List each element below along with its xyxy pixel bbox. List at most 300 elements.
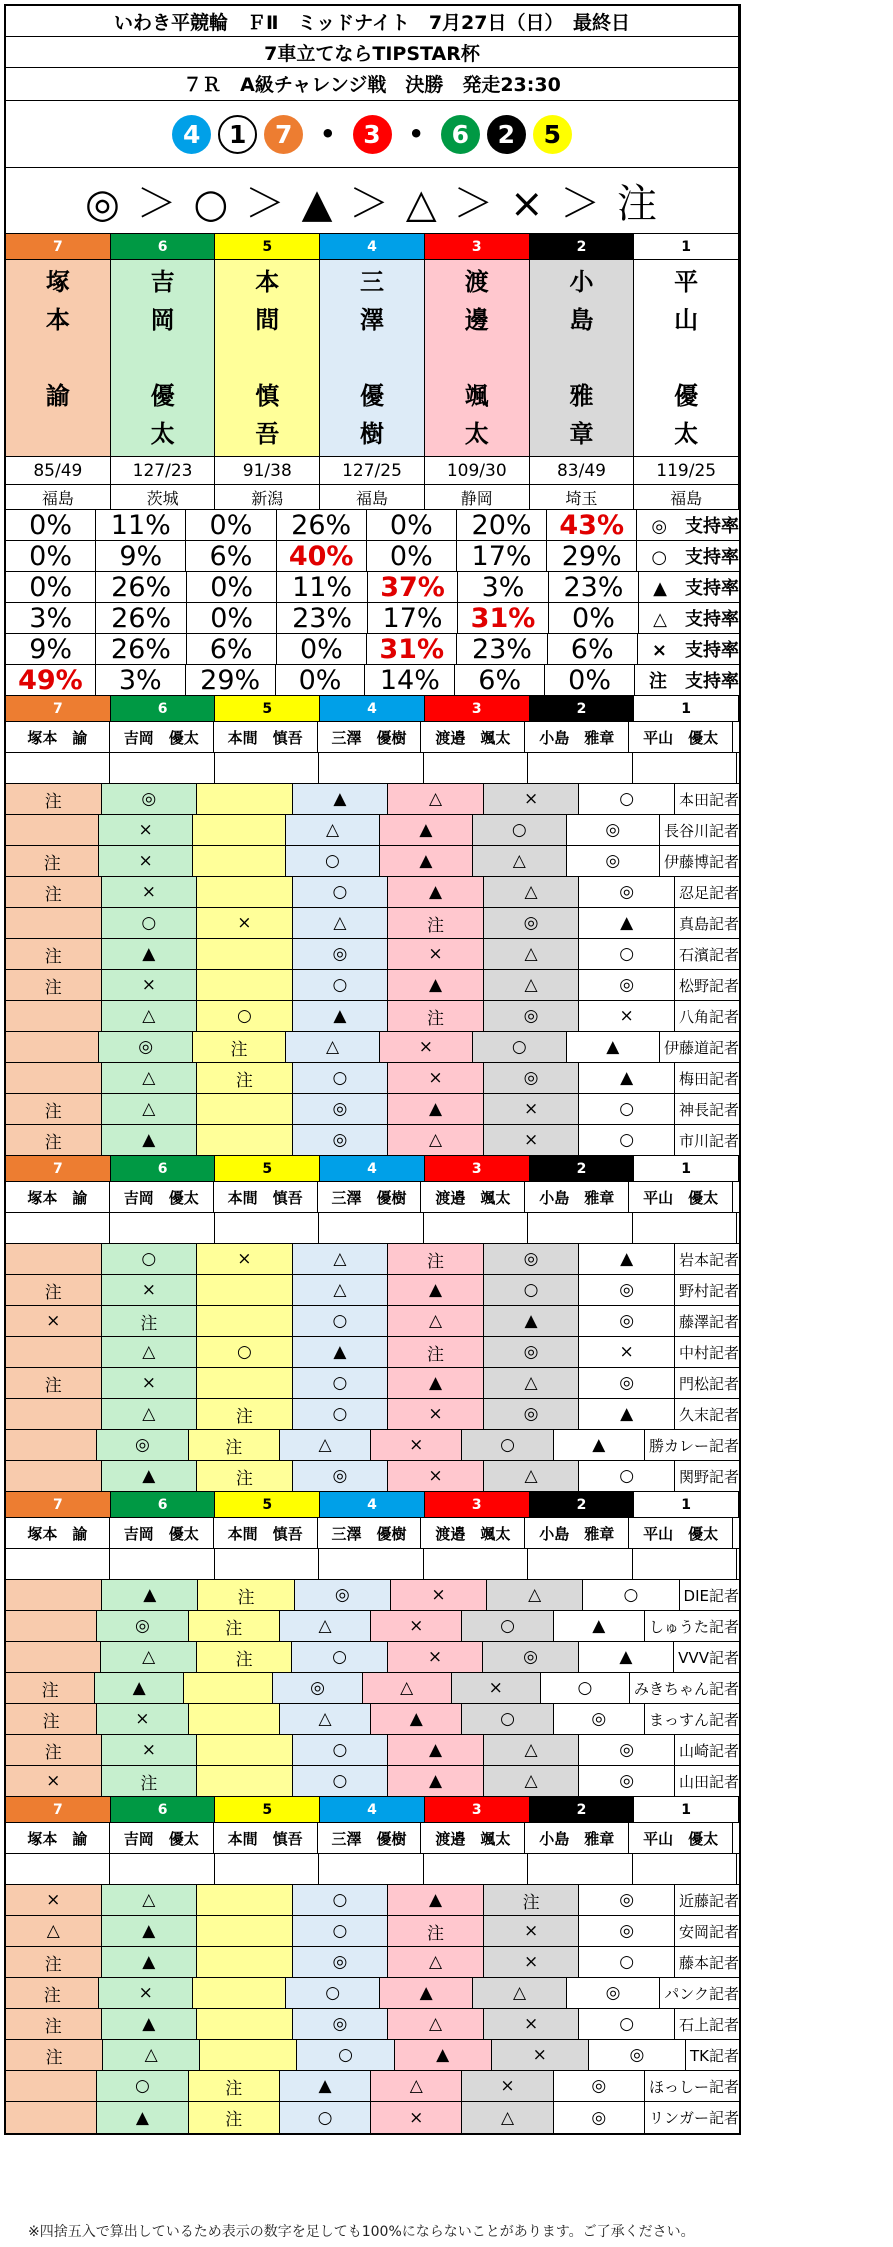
support-rate-cell: 49% [6, 665, 96, 695]
prediction-mark: △ [484, 1766, 580, 1796]
prediction-mark: ◎ [484, 1244, 580, 1274]
reporter-row [6, 1916, 739, 1947]
support-rate-cell: 11% [277, 572, 367, 602]
prediction-mark: ○ [293, 1766, 389, 1796]
lineup-ball: 1 [218, 115, 257, 154]
rider-short-name: 渡邉 颯太 [421, 722, 525, 752]
reporter-name: 藤本記者 [678, 1953, 739, 1972]
car-number-cell: 7 [6, 696, 111, 721]
reporter-row [6, 1673, 739, 1704]
reporter-row [6, 1275, 739, 1306]
reporter-name: ほっしー記者 [648, 2077, 739, 2096]
prediction-mark: ◎ [579, 1766, 675, 1796]
prediction-mark [197, 1735, 293, 1765]
prediction-mark: × [484, 2009, 580, 2039]
reporter-name: みきちゃん記者 [633, 1679, 739, 1698]
rider-name-char: 諭 [45, 382, 70, 410]
blank-cell [215, 1854, 319, 1884]
prediction-mark: △ [462, 2102, 553, 2133]
prediction-mark: × [579, 1337, 675, 1367]
prediction-mark: × [388, 1063, 484, 1093]
prediction-mark: △ [487, 1580, 583, 1610]
prediction-mark: 注 [6, 2040, 103, 2070]
blank-cell [6, 753, 110, 783]
rider-name-cell [530, 260, 635, 456]
car-number-cell: 7 [6, 234, 111, 259]
rider-short-name: 小島 雅章 [525, 1823, 629, 1853]
support-rate-row [6, 665, 739, 696]
prediction-mark: ○ [293, 1368, 389, 1398]
rider-short-name: 小島 雅章 [525, 1518, 629, 1548]
reporter-name: パンク記者 [664, 1984, 739, 2003]
car-number-cell: 2 [530, 1492, 635, 1517]
prediction-mark: △ [388, 1306, 484, 1336]
rider-short-name: 渡邉 颯太 [421, 1182, 525, 1212]
reporter-name: 梅田記者 [678, 1069, 739, 1088]
support-rate-row [6, 572, 739, 603]
support-rate-cell: 14% [365, 665, 455, 695]
prediction-mark: 注 [6, 1947, 102, 1977]
prediction-mark: × [388, 939, 484, 969]
prediction-mark: ○ [293, 1885, 389, 1915]
prediction-mark: ◎ [293, 2009, 389, 2039]
prediction-mark: 注 [6, 1704, 97, 1734]
prediction-mark: ○ [462, 1611, 553, 1641]
rider-name-cell [320, 260, 425, 456]
prediction-mark [189, 1704, 280, 1734]
car-number-cell: 5 [215, 1492, 320, 1517]
prediction-mark: △ [363, 1673, 452, 1703]
prediction-mark: △ [280, 1704, 371, 1734]
lineup-ball: 7 [264, 115, 303, 154]
prediction-mark: × [484, 1916, 580, 1946]
prediction-mark: ○ [579, 2009, 675, 2039]
prediction-mark: ○ [579, 1125, 675, 1155]
prediction-mark: ◎ [554, 1704, 645, 1734]
car-number-cell: 3 [425, 1492, 530, 1517]
car-number-row [6, 696, 739, 722]
prediction-mark: ◎ [293, 1125, 389, 1155]
prediction-mark: ○ [102, 908, 198, 938]
blank-cell [319, 753, 423, 783]
rider-name-char: 吉 [150, 268, 175, 296]
support-rate-cell: 40% [277, 541, 367, 571]
reporter-row [6, 908, 739, 939]
prediction-mark: 注 [6, 1978, 99, 2008]
prediction-mark: × [484, 1094, 580, 1124]
prediction-mark [197, 1916, 293, 1946]
prediction-mark: ○ [97, 2071, 188, 2101]
prediction-mark: × [388, 1642, 483, 1672]
table-body [6, 234, 739, 2133]
support-rate-cell: 6% [186, 541, 276, 571]
source-logo-row [6, 1213, 739, 1244]
prediction-mark: 注 [6, 970, 102, 1000]
support-rate-cell: 23% [277, 603, 367, 633]
prediction-mark: △ [473, 846, 566, 876]
reporter-row [6, 815, 739, 846]
prediction-mark: ▲ [102, 1580, 198, 1610]
rider-name-char: 渡 [464, 268, 489, 296]
prediction-mark: △ [484, 1461, 580, 1491]
rider-short-name: 塚本 諭 [6, 1518, 110, 1548]
blank-cell [733, 1518, 739, 1548]
support-rate-cell: 0% [367, 541, 457, 571]
prediction-mark: ◎ [589, 2040, 686, 2070]
prediction-mark: △ [102, 1337, 198, 1367]
support-rate-label: ◎ 支持率 [651, 516, 740, 537]
car-number-cell: 1 [634, 1492, 739, 1517]
lineup-ball: 5 [533, 115, 572, 154]
prediction-mark: ▲ [484, 1306, 580, 1336]
rider-short-name: 渡邉 颯太 [421, 1518, 525, 1548]
prediction-mark [6, 1611, 97, 1641]
prediction-mark: × [388, 1461, 484, 1491]
prediction-mark: ○ [293, 1306, 389, 1336]
prediction-mark: × [388, 1399, 484, 1429]
support-rate-cell: 23% [457, 634, 547, 664]
line-separator: • [320, 120, 336, 148]
prediction-mark: ○ [293, 1399, 389, 1429]
rider-short-name: 本間 慎吾 [214, 722, 318, 752]
reporter-name: 松野記者 [678, 976, 739, 995]
reporter-row [6, 1125, 739, 1156]
prediction-mark: ▲ [371, 1704, 462, 1734]
blank-cell [319, 1213, 423, 1243]
reporter-row [6, 970, 739, 1001]
prediction-mark: × [371, 2102, 462, 2133]
car-number-cell: 3 [425, 234, 530, 259]
prediction-mark: ▲ [102, 1461, 198, 1491]
prediction-mark [197, 1094, 293, 1124]
prediction-mark: 注 [6, 1673, 95, 1703]
prediction-mark: 注 [6, 846, 99, 876]
source-logo-row [6, 753, 739, 784]
prediction-mark [6, 1580, 102, 1610]
reporter-row [6, 1001, 739, 1032]
prediction-mark: 注 [484, 1885, 580, 1915]
prediction-mark: 注 [6, 877, 102, 907]
prediction-mark [193, 846, 286, 876]
rider-short-name: 平山 優太 [629, 1182, 733, 1212]
prediction-mark: ▲ [388, 1275, 484, 1305]
reporter-row [6, 1306, 739, 1337]
car-number-cell: 2 [530, 1156, 635, 1181]
lineup-row [6, 101, 739, 168]
prediction-mark: 注 [6, 939, 102, 969]
prediction-mark: ○ [293, 970, 389, 1000]
reporter-row [6, 1032, 739, 1063]
prediction-mark: ◎ [554, 2071, 645, 2101]
car-number-cell: 7 [6, 1156, 111, 1181]
prediction-mark: △ [103, 2040, 200, 2070]
prediction-mark: ▲ [102, 1947, 198, 1977]
prediction-mark: × [99, 846, 192, 876]
prediction-mark: ▲ [388, 1735, 484, 1765]
rider-name-char: 樹 [360, 420, 385, 448]
car-number-cell: 4 [320, 1797, 425, 1822]
blank-cell [215, 1213, 319, 1243]
prediction-mark [6, 1642, 101, 1672]
lineup-ball: 6 [441, 115, 480, 154]
rider-name-char: 平 [674, 268, 699, 296]
support-rate-cell: 6% [455, 665, 545, 695]
prediction-mark [6, 2102, 97, 2133]
reporter-name: 山崎記者 [678, 1741, 739, 1760]
race-title-line1: いわき平競輪 ＦⅡ ミッドナイト 7月27日（日） 最終日 [6, 6, 738, 37]
prediction-mark: ▲ [293, 1001, 389, 1031]
prediction-mark [6, 1244, 102, 1274]
rider-name-char: 吾 [255, 420, 280, 448]
reporter-row [6, 2071, 739, 2102]
prediction-mark: ◎ [483, 1642, 578, 1672]
race-title-line2: 7車立てならTIPSTAR杯 [6, 37, 738, 68]
support-rate-cell: 23% [549, 572, 639, 602]
reporter-name: 伊藤博記者 [663, 852, 739, 871]
car-number-cell: 6 [111, 696, 216, 721]
reporter-name: しゅうた記者 [648, 1617, 739, 1636]
reporter-name: 藤澤記者 [678, 1312, 739, 1331]
term-age-cell: 119/25 [634, 457, 739, 484]
prediction-mark: × [371, 1430, 462, 1460]
reporter-name: VVV記者 [678, 1648, 739, 1667]
support-rate-cell: 26% [96, 572, 186, 602]
prediction-mark: × [102, 1275, 198, 1305]
support-rate-cell: 0% [277, 634, 367, 664]
prediction-mark [193, 815, 286, 845]
car-number-row [6, 234, 739, 260]
reporter-name: 本田記者 [678, 790, 739, 809]
prediction-mark: 注 [388, 1337, 484, 1367]
prediction-mark [197, 939, 293, 969]
car-number-cell: 1 [634, 1797, 739, 1822]
prediction-mark: ◎ [99, 1032, 192, 1062]
source-logo-cell [737, 1213, 739, 1243]
blank-cell [633, 753, 737, 783]
support-rate-cell: 26% [277, 510, 367, 540]
prediction-mark: ○ [297, 2040, 394, 2070]
prediction-mark: ○ [462, 1430, 553, 1460]
reporter-name: 市川記者 [678, 1131, 739, 1150]
car-number-cell: 5 [215, 1797, 320, 1822]
reporter-row [6, 1430, 739, 1461]
reporter-row [6, 877, 739, 908]
prediction-mark: ○ [473, 815, 566, 845]
prediction-mark: × [102, 1368, 198, 1398]
prediction-mark: 注 [189, 1611, 280, 1641]
prediction-mark: △ [484, 1735, 580, 1765]
rider-short-name: 三澤 優樹 [318, 1518, 422, 1548]
term-age-cell: 127/23 [111, 457, 216, 484]
prediction-mark: ◎ [293, 1461, 389, 1491]
car-number-cell: 2 [530, 1797, 635, 1822]
prediction-mark: ○ [102, 1244, 198, 1274]
prediction-mark: ○ [293, 1063, 389, 1093]
prediction-mark: △ [388, 2009, 484, 2039]
blank-cell [733, 1182, 739, 1212]
rider-name-char: 優 [674, 382, 699, 410]
blank-cell [319, 1854, 423, 1884]
prediction-mark [197, 1947, 293, 1977]
prediction-mark: 注 [6, 784, 102, 814]
rider-name-char: 間 [255, 306, 280, 334]
reporter-name: 神長記者 [678, 1100, 739, 1119]
prediction-mark: ▲ [388, 1368, 484, 1398]
reporter-row [6, 1885, 739, 1916]
prediction-mark: 注 [388, 1244, 484, 1274]
rider-short-name-row [6, 1182, 739, 1213]
rider-name-char: 雅 [569, 382, 594, 410]
prefecture-row [6, 485, 739, 510]
support-rate-label: ○ 支持率 [651, 547, 740, 568]
reporter-name: 石上記者 [678, 2015, 739, 2034]
prediction-mark: ▲ [102, 939, 198, 969]
prediction-mark: ◎ [484, 1063, 580, 1093]
prediction-mark: × [484, 1125, 580, 1155]
support-rate-cell: 0% [187, 572, 277, 602]
prediction-mark: × [380, 1032, 473, 1062]
prediction-mark: △ [484, 877, 580, 907]
reporter-name: 門松記者 [678, 1374, 739, 1393]
reporter-row [6, 1399, 739, 1430]
car-number-cell: 4 [320, 1156, 425, 1181]
reporter-name: 久末記者 [678, 1405, 739, 1424]
prediction-mark: ◎ [484, 1001, 580, 1031]
prediction-mark: ▲ [293, 1337, 389, 1367]
rider-short-name: 平山 優太 [629, 722, 733, 752]
prediction-mark: 注 [189, 1430, 280, 1460]
blank-cell [215, 1549, 319, 1579]
rider-short-name: 塚本 諭 [6, 722, 110, 752]
support-rate-row [6, 510, 739, 541]
rider-name-cell [634, 260, 739, 456]
prediction-mark: ○ [579, 1094, 675, 1124]
reporter-name: 安岡記者 [678, 1922, 739, 1941]
term-age-cell: 85/49 [6, 457, 111, 484]
blank-cell [6, 1854, 110, 1884]
car-number-cell: 7 [6, 1492, 111, 1517]
rider-name-char: 邊 [464, 306, 489, 334]
rider-name-char: 三 [360, 268, 385, 296]
blank-cell [733, 722, 739, 752]
prediction-mark: △ [388, 1947, 484, 1977]
support-rate-cell: 0% [367, 510, 457, 540]
prediction-mark: ▲ [97, 2102, 188, 2133]
rider-name-char: 太 [150, 420, 175, 448]
reporter-name: DIE記者 [683, 1586, 739, 1605]
reporter-row [6, 1704, 739, 1735]
support-rate-row [6, 541, 739, 572]
prediction-mark [197, 2009, 293, 2039]
reporter-row [6, 1337, 739, 1368]
prediction-mark: ◎ [484, 1399, 580, 1429]
support-rate-cell: 29% [547, 541, 637, 571]
prediction-mark [6, 1430, 97, 1460]
blank-cell [6, 1213, 110, 1243]
support-rate-cell: 0% [6, 572, 96, 602]
reporter-row [6, 2009, 739, 2040]
prediction-mark: ▲ [579, 908, 675, 938]
prefecture-cell: 静岡 [425, 485, 530, 509]
source-logo-cell [737, 753, 739, 783]
prediction-mark: × [197, 908, 293, 938]
prediction-mark: ▲ [554, 1430, 645, 1460]
reporter-row [6, 1461, 739, 1492]
prediction-mark [197, 1125, 293, 1155]
prediction-mark: 注 [197, 1063, 293, 1093]
prediction-mark: ◎ [295, 1580, 391, 1610]
prediction-mark [6, 1461, 102, 1491]
car-number-cell: 1 [634, 234, 739, 259]
support-rate-row [6, 634, 739, 665]
blank-cell [733, 1823, 739, 1853]
reporter-name: 岩本記者 [678, 1250, 739, 1269]
reporter-row [6, 1368, 739, 1399]
prediction-mark: × [484, 784, 580, 814]
expected-lineup [6, 101, 739, 167]
rider-short-name: 三澤 優樹 [318, 1182, 422, 1212]
prediction-mark: ▲ [388, 1885, 484, 1915]
car-number-row [6, 1156, 739, 1182]
support-rate-cell: 11% [96, 510, 186, 540]
rider-name-char: 小 [569, 268, 594, 296]
prediction-mark: ◎ [567, 846, 660, 876]
prediction-mark: ◎ [567, 1978, 660, 2008]
prediction-mark [197, 784, 293, 814]
car-number-cell: 5 [215, 234, 320, 259]
reporter-name: 勝カレー記者 [648, 1436, 739, 1455]
prediction-mark: △ [286, 1032, 379, 1062]
prediction-mark: ◎ [579, 877, 675, 907]
term-age-cell: 127/25 [320, 457, 425, 484]
term-age-cell: 109/30 [425, 457, 530, 484]
car-number-cell: 5 [215, 1156, 320, 1181]
rider-short-name: 三澤 優樹 [318, 722, 422, 752]
prediction-mark: × [99, 815, 192, 845]
prediction-mark: ▲ [102, 1125, 198, 1155]
prediction-mark: × [371, 1611, 462, 1641]
lineup-ball: 4 [172, 115, 211, 154]
car-number-cell: 1 [634, 1156, 739, 1181]
support-rate-label: × 支持率 [651, 640, 739, 661]
prediction-mark: ◎ [102, 784, 198, 814]
prediction-mark: × [6, 1885, 102, 1915]
prediction-mark: ▲ [579, 1063, 675, 1093]
rider-short-name: 吉岡 優太 [110, 722, 214, 752]
reporter-name: 中村記者 [678, 1343, 739, 1362]
support-rate-cell: 43% [547, 510, 637, 540]
support-rate-cell: 3% [458, 572, 548, 602]
blank-cell [528, 753, 632, 783]
prediction-mark: × [579, 1001, 675, 1031]
prediction-mark: △ [484, 1368, 580, 1398]
prediction-mark: ◎ [97, 1611, 188, 1641]
support-rate-cell: 31% [367, 634, 457, 664]
prediction-mark [197, 970, 293, 1000]
rider-short-name: 吉岡 優太 [110, 1518, 214, 1548]
prediction-mark: ▲ [579, 1399, 675, 1429]
prediction-mark: ▲ [95, 1673, 184, 1703]
prediction-mark: △ [280, 1430, 371, 1460]
rider-name-char: 優 [360, 382, 385, 410]
reporter-name: 真島記者 [678, 914, 739, 933]
rider-short-name: 平山 優太 [629, 1823, 733, 1853]
prediction-mark: ◎ [273, 1673, 362, 1703]
car-number-cell: 5 [215, 696, 320, 721]
prediction-mark [6, 2071, 97, 2101]
car-number-cell: 6 [111, 234, 216, 259]
support-rate-cell: 37% [368, 572, 458, 602]
